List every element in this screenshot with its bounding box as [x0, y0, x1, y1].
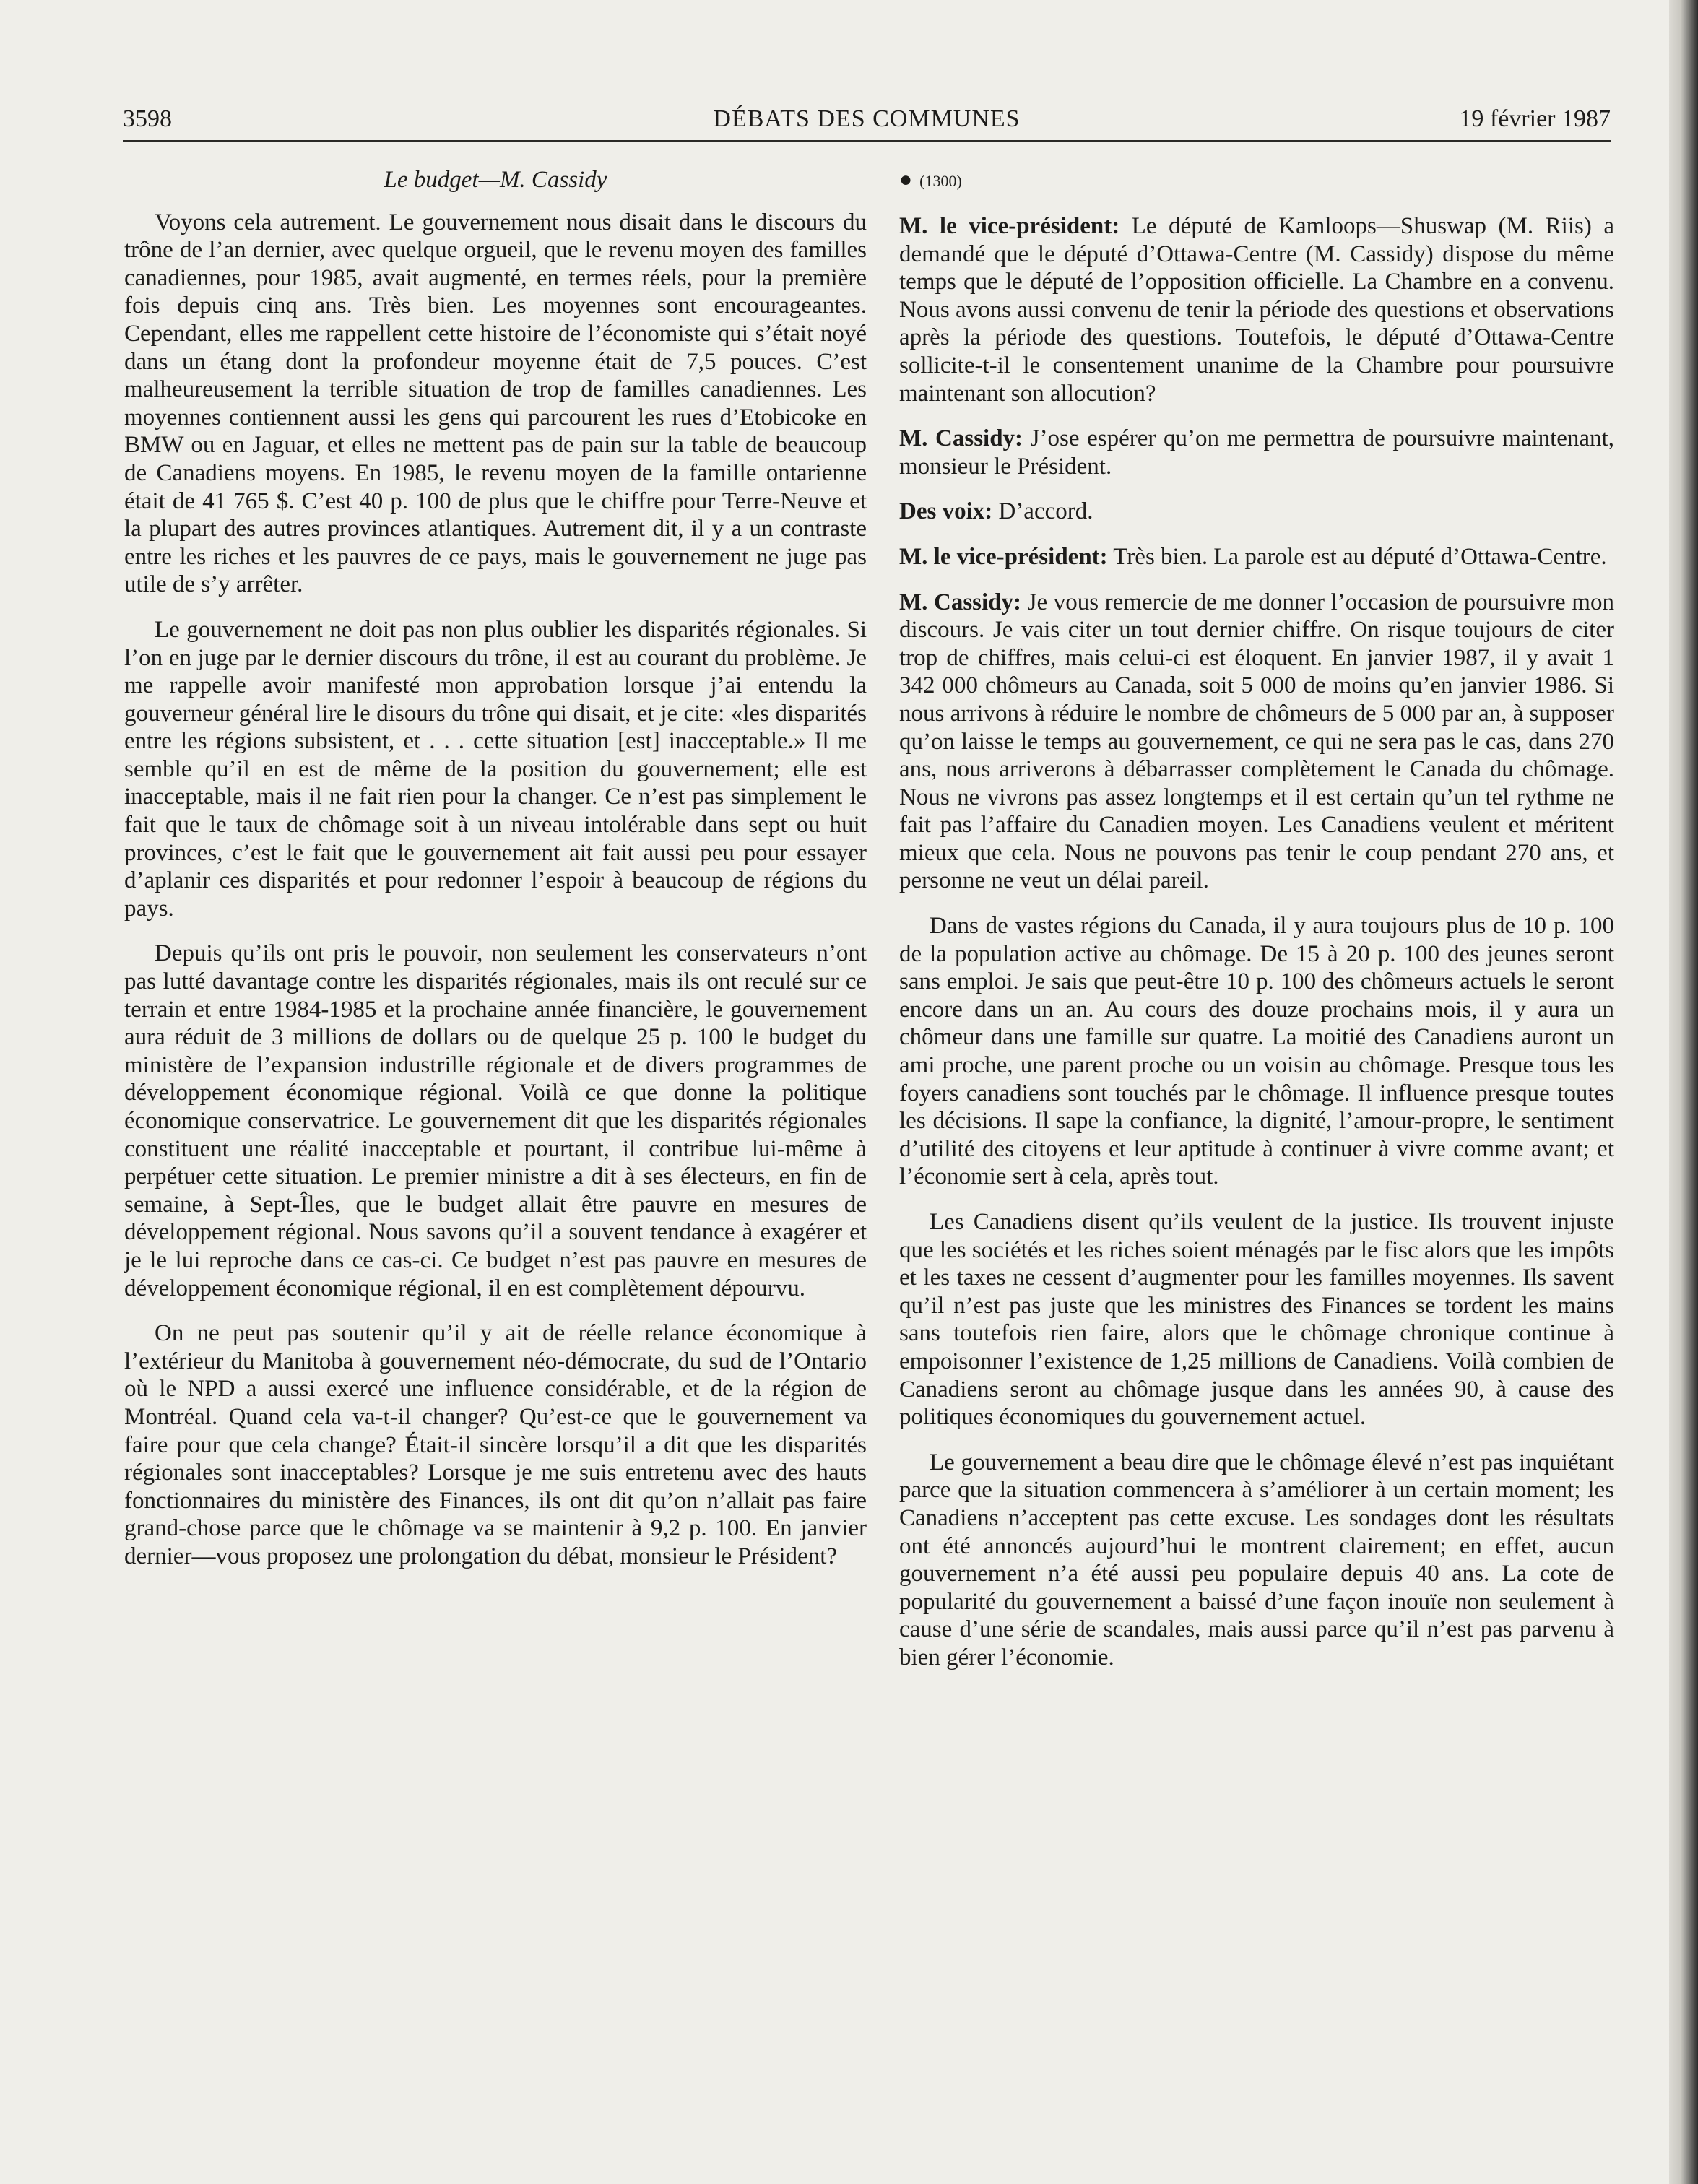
timestamp: (1300) — [919, 172, 962, 190]
speaker-name: M. le vice-président: — [899, 543, 1108, 570]
speech-paragraph — [899, 589, 1614, 896]
speech-paragraph — [899, 543, 1614, 571]
speaker-name: M. Cassidy: — [899, 589, 1022, 615]
page-edge-shadow — [1669, 0, 1698, 2184]
speech-paragraph — [899, 212, 1614, 407]
page-date: 19 février 1987 — [1459, 105, 1611, 132]
timestamp-marker — [899, 166, 1614, 195]
journal-title: DÉBATS DES COMMUNES — [713, 105, 1021, 132]
right-column — [899, 166, 1614, 1689]
paragraph-text: Dans de vastes régions du Canada, il y aura toujours plus de 10 p. 100 de la population active au chômage. De 15 à 20 p. 100 des jeunes seront sans emploi. Je sais que peut-être 10 p. 100 des chômeurs actuels le seront encore dans un an. Au cours des douze prochains mois, il y aura un chômeur dans une famille sur quatre. La moitié des Canadiens auront un ami proche, une parent proche ou un voisin au chômage. Presque tous les foyers canadiens sont touchés par le chômage. Il influence presque toutes les décisions. Il sape la confiance, la dignité, l’amour-propre, le sentiment d’utilité des citoyens et leur aptitude à continuer à vivre comme avant; et l’économie sert à cela, après tout. — [899, 913, 1614, 1190]
left-column — [124, 166, 867, 1588]
paragraph: Le gouvernement ne doit pas non plus oublier les disparités régionales. Si l’on en juge par le dernier discours du trône, il est au courant du problème. Je me rappelle avoir manifesté mon approbation lorsque j’ai entendu la gouverneur général lire le disours du trône qui disait, et je cite: «les disparités entre les régions subsistent, et . . . cette situation [est] inacceptable.» Il me semble qu’il en est de même de la position du gouvernement; elle est inacceptable, mais il ne fait rien pour la changer. Ce n’est pas simplement le fait que le taux de chômage soit à un niveau intolérable dans sept ou huit provinces, c’est le fait que le gouvernement ait fait aussi peu pour essayer d’aplanir ces disparités et pour redonner l’espoir à beaucoup de régions du pays. — [124, 616, 867, 922]
paragraph-text: Le gouvernement a beau dire que le chômage élevé n’est pas inquiétant parce que la situation commencera à s’améliorer à un certain moment; les Canadiens n’acceptent pas cette excuse. Les sondages dont les résultats ont été annoncés aujourd’hui le montrent clairement; en effet, aucun gouvernement n’a été aussi peu populaire depuis 40 ans. La cote de popularité du gouvernement a baissé d’une façon inouïe non seulement à cause d’une série de scandales, mais aussi parce qu’il n’est pas parvenu à bien gérer l’économie. — [899, 1449, 1614, 1670]
speech-text: Je vous remercie de me donner l’occasion de poursuivre mon discours. Je vais citer un tout dernier chiffre. On risque toujours de citer trop de chiffres, mais celui-ci est éloquent. En janvier 1987, il y avait 1 342 000 chômeurs au Canada, soit 5 000 de moins qu’en janvier 1986. Si nous arrivons à réduire le nombre de chômeurs de 5 000 par an, à supposer qu’on laisse le temps au gouvernement, ce qui ne sera pas le cas, dans 270 ans, nous arriverons à débarrasser complètement le Canada du chômage. Nous ne vivrons pas assez longtemps et il est certain qu’un tel rythme ne fait pas l’affaire du Canadien moyen. Les Canadiens veulent et méritent mieux que cela. Nous ne pouvons pas tenir le coup pendant 270 ans, et personne ne veut un délai pareil. — [899, 589, 1614, 894]
paragraph — [899, 912, 1614, 1191]
speech-text: J’ose espérer qu’on me permettra de poursuivre maintenant, monsieur le Président. — [899, 425, 1614, 480]
speaker-name: M. Cassidy: — [899, 425, 1023, 452]
paragraph — [899, 1449, 1614, 1672]
paragraph — [899, 1208, 1614, 1431]
paragraph-text: Les Canadiens disent qu’ils veulent de la justice. Ils trouvent injuste que les sociétés et les riches soient ménagés par le fisc alors que les impôts et les taxes ne cessent d’augmenter pour les familles moyennes. Ils savent qu’il n’est pas juste que les ministres des Finances se tordent les mains sans toutefois rien faire, alors que le chômage chronique continue à empoisonner l’existence de 1,25 millions de Canadiens. Voilà combien de Canadiens seront au chômage jusque dans les années 90, à cause des politiques économiques du gouvernement actuel. — [899, 1209, 1614, 1431]
page-header — [123, 103, 1611, 142]
speech-text: D’accord. — [992, 498, 1093, 525]
speaker-name: Des voix: — [899, 498, 993, 525]
speech-paragraph — [899, 498, 1614, 526]
speech-text: Très bien. La parole est au député d’Ottawa-Centre. — [1107, 543, 1607, 570]
paragraph: On ne peut pas soutenir qu’il y ait de réelle relance économique à l’extérieur du Manitoba à gouvernement néo-démocrate, du sud de l’Ontario où le NPD a aussi exercé une influence considérable, et de la région de Montréal. Quand cela va-t-il changer? Qu’est-ce que le gouvernement va faire pour que cela change? Était-il sincère lorsqu’il a dit que les disparités régionales sont inacceptables? Lorsque je me suis entretenu avec des hauts fonctionnaires du ministère des Finances, ils ont dit qu’on n’allait pas faire grand-chose parce que le chômage va se maintenir à 9,2 p. 100. En janvier dernier—vous proposez une prolongation du débat, monsieur le Président? — [124, 1320, 867, 1569]
paragraph: Depuis qu’ils ont pris le pouvoir, non seulement les conservateurs n’ont pas lutté davantage contre les disparités régionales, mais ils ont reculé sur ce terrain et entre 1984-1985 et la prochaine année financière, le gouvernement aura réduit de 3 millions de dollars ou de quelque 25 p. 100 le budget du ministère de l’expansion industrille régionale et de divers programmes de développement économique régional. Voilà ce que donne la politique économique conservatrice. Le gouvernement dit que les disparités régionales constituent une réalité inacceptable et pourtant, il contribue lui-même à perpétuer cette situation. Le premier ministre a dit à ses électeurs, en fin de semaine, à Sept-Îles, que le budget allait être pauvre en mesures de développement régional. Nous savons qu’il a souvent tendance à exagérer et je le lui reproche dans ce cas-ci. Ce budget n’est pas pauvre en mesures de développement économique régional, il en est complètement dépourvu. — [124, 940, 867, 1301]
speaker-name: M. le vice-président: — [899, 213, 1120, 239]
speech-text: Le député de Kamloops—Shuswap (M. Riis) a demandé que le député d’Ottawa-Centre (M. Cassidy) dispose du même temps que le député de l’opposition officielle. La Chambre en a convenu. Nous avons aussi convenu de tenir la période des questions et observations après la période des questions. Toutefois, le député d’Ottawa-Centre sollicite-t-il le consentement unanime de la Chambre pour poursuivre maintenant son allocution? — [899, 213, 1615, 407]
bullet-icon: ● — [899, 168, 913, 191]
running-head: Le budget—M. Cassidy — [384, 167, 607, 193]
speech-paragraph — [899, 425, 1614, 480]
page-number: 3598 — [123, 105, 172, 132]
paragraph: Voyons cela autrement. Le gouvernement nous disait dans le discours du trône de l’an dernier, avec quelque orgueil, que le revenu moyen des familles canadiennes, pour 1985, avait augmenté, en termes réels, pour la première fois depuis cinq ans. Très bien. Les moyennes sont encourageantes. Cependant, elles me rappellent cette histoire de l’économiste qui s’était noyé dans un étang dont la profondeur moyenne était de 7,5 pouces. C’est malheureusement la terrible situation de trop de familles canadiennes. Les moyennes contiennent aussi les gens qui parcourent les rues d’Etobicoke en BMW ou en Jaguar, et elles ne mettent pas de pain sur la table de beaucoup de Canadiens moyens. En 1985, le revenu moyen de la famille ontarienne était de 41 765 $. C’est 40 p. 100 de plus que le chiffre pour Terre-Neuve et la plupart des autres provinces atlantiques. Autrement dit, il y a un contraste entre les riches et les pauvres de ce pays, mais le gouvernement ne juge pas utile de s’y arrêter. — [124, 209, 867, 598]
